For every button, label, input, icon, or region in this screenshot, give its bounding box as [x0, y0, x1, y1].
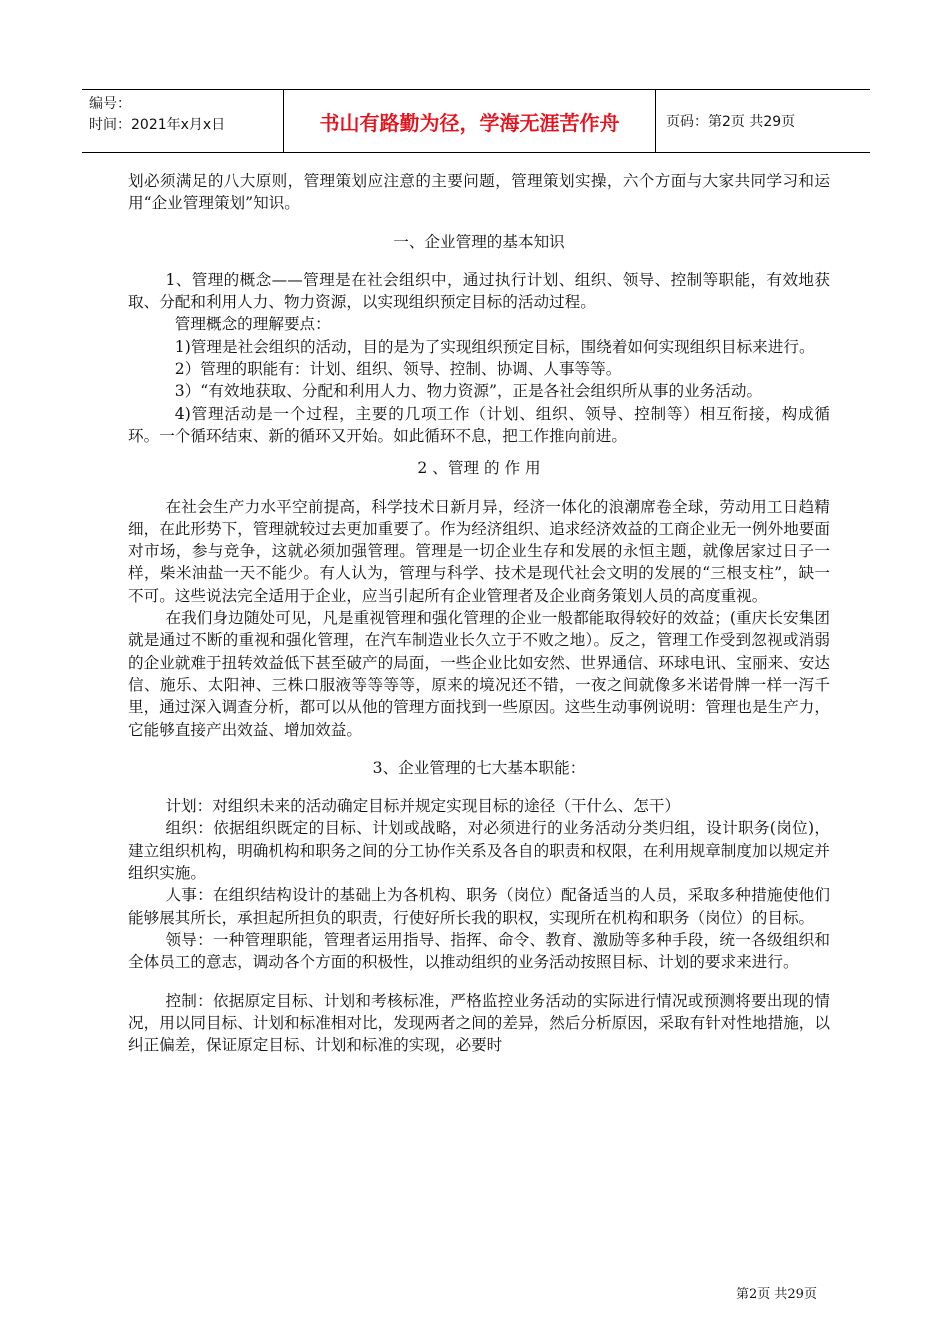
section-heading: 2 、管理 的 作 用: [417, 459, 541, 478]
paragraph: 计划：对组织未来的活动确定目标并规定实现目标的途径（干什么、怎干）: [165, 797, 681, 816]
number-label: 编号：: [89, 96, 131, 112]
paragraph: 4)管理活动是一个过程，主要的几项工作（计划、组织、领导、控制等）相互衔接，构成循环。一个循环结束、新的循环又开始。如此循环不息，把工作推向前进。: [128, 404, 830, 445]
paragraph: 1)管理是社会组织的活动，目的是为了实现组织预定目标，围绕着如何实现组织目标来进行。: [174, 337, 815, 356]
section-heading: 3、企业管理的七大基本职能：: [372, 758, 586, 777]
paragraph: 3）“有效地获取、分配和利用人力、物力资源”，正是各社会组织所从事的业务活动。: [174, 382, 763, 401]
paragraph: 组织：依据组织既定的目标、计划或战略，对必须进行的业务活动分类归组，设计职务(岗位)，建立组织机构，明确机构和职务之间的分工协作关系及各自的职责和权限，在利用规章制度加以规定并组织实施。: [128, 819, 830, 883]
document-body: [128, 170, 830, 1056]
header-motto: 书山有路勤为径，学海无涯苦作舟: [283, 90, 656, 152]
paragraph: 控制：依据原定目标、计划和考核标准，严格监控业务活动的实际进行情况或预测将要出现的情况，用以同目标、计划和标准相对比，发现两者之间的差异，然后分析原因，采取有针对性地措施，以纠正偏差，保证原定目标、计划和标准的实现，必要时: [128, 991, 830, 1055]
date-label: 时间：2021年x月x日: [89, 117, 226, 133]
paragraph: 人事：在组织结构设计的基础上为各机构、职务（岗位）配备适当的人员，采取多种措施使他们能够展其所长，承担起所担负的职责，行使好所长我的职权，实现所在机构和职务（岗位）的目标。: [128, 886, 830, 927]
paragraph: 1、管理的概念——管理是在社会组织中，通过执行计划、组织、领导、控制等职能，有效地获取、分配和利用人力、物力资源，以实现组织预定目标的活动过程。: [128, 270, 830, 312]
document-header: [82, 89, 870, 153]
header-meta: [82, 90, 283, 152]
paragraph: 划必须满足的八大原则，管理策划应注意的主要问题，管理策划实操，六个方面与大家共同学习和运用“企业管理策划”知识。: [128, 172, 830, 213]
paragraph: 2）管理的职能有：计划、组织、领导、控制、协调、人事等等。: [174, 360, 622, 379]
paragraph: 管理概念的理解要点：: [174, 315, 331, 334]
section-heading: 一、企业管理的基本知识: [393, 232, 565, 251]
paragraph: 在我们身边随处可见，凡是重视管理和强化管理的企业一般都能取得较好的效益；(重庆长安集团就是通过不断的重视和强化管理，在汽车制造业长久立于不败之地）。反之，管理工作受到忽视或消弱的企业就难于扭转效益低下甚至破产的局面，一些企业比如安然、世界通信、环球电讯、宝丽来、安达信、施乐、太阳神、三株口服液等等等等，原来的境况还不错，一夜之间就像多米诺骨牌一样一泻千里，通过深入调查分析，都可以从他的管理方面找到一些原因。这些生动事例说明：管理也是生产力，它能够直接产出效益、增加效益。: [128, 609, 830, 739]
paragraph: 领导：一种管理职能，管理者运用指导、指挥、命令、教育、激励等多种手段，统一各级组织和全体员工的意志，调动各个方面的积极性，以推动组织的业务活动按照目标、计划的要求来进行。: [128, 930, 830, 972]
header-page-label: 页码：第2页 共29页: [666, 114, 796, 130]
paragraph: 在社会生产力水平空前提高，科学技术日新月异，经济一体化的浪潮席卷全球，劳动用工日趋精细，在此形势下，管理就较过去更加重要了。作为经济组织、追求经济效益的工商企业无一例外地要面对市场，参与竞争，这就必须加强管理。管理是一切企业生存和发展的永恒主题，就像居家过日子一样，柴米油盐一天不能少。有人认为，管理与科学、技术是现代社会文明的发展的“三根支柱”，缺一不可。这些说法完全适用于企业，应当引起所有企业管理者及企业商务策划人员的高度重视。: [128, 497, 830, 605]
page-footer: 第2页 共29页: [736, 1287, 817, 1302]
